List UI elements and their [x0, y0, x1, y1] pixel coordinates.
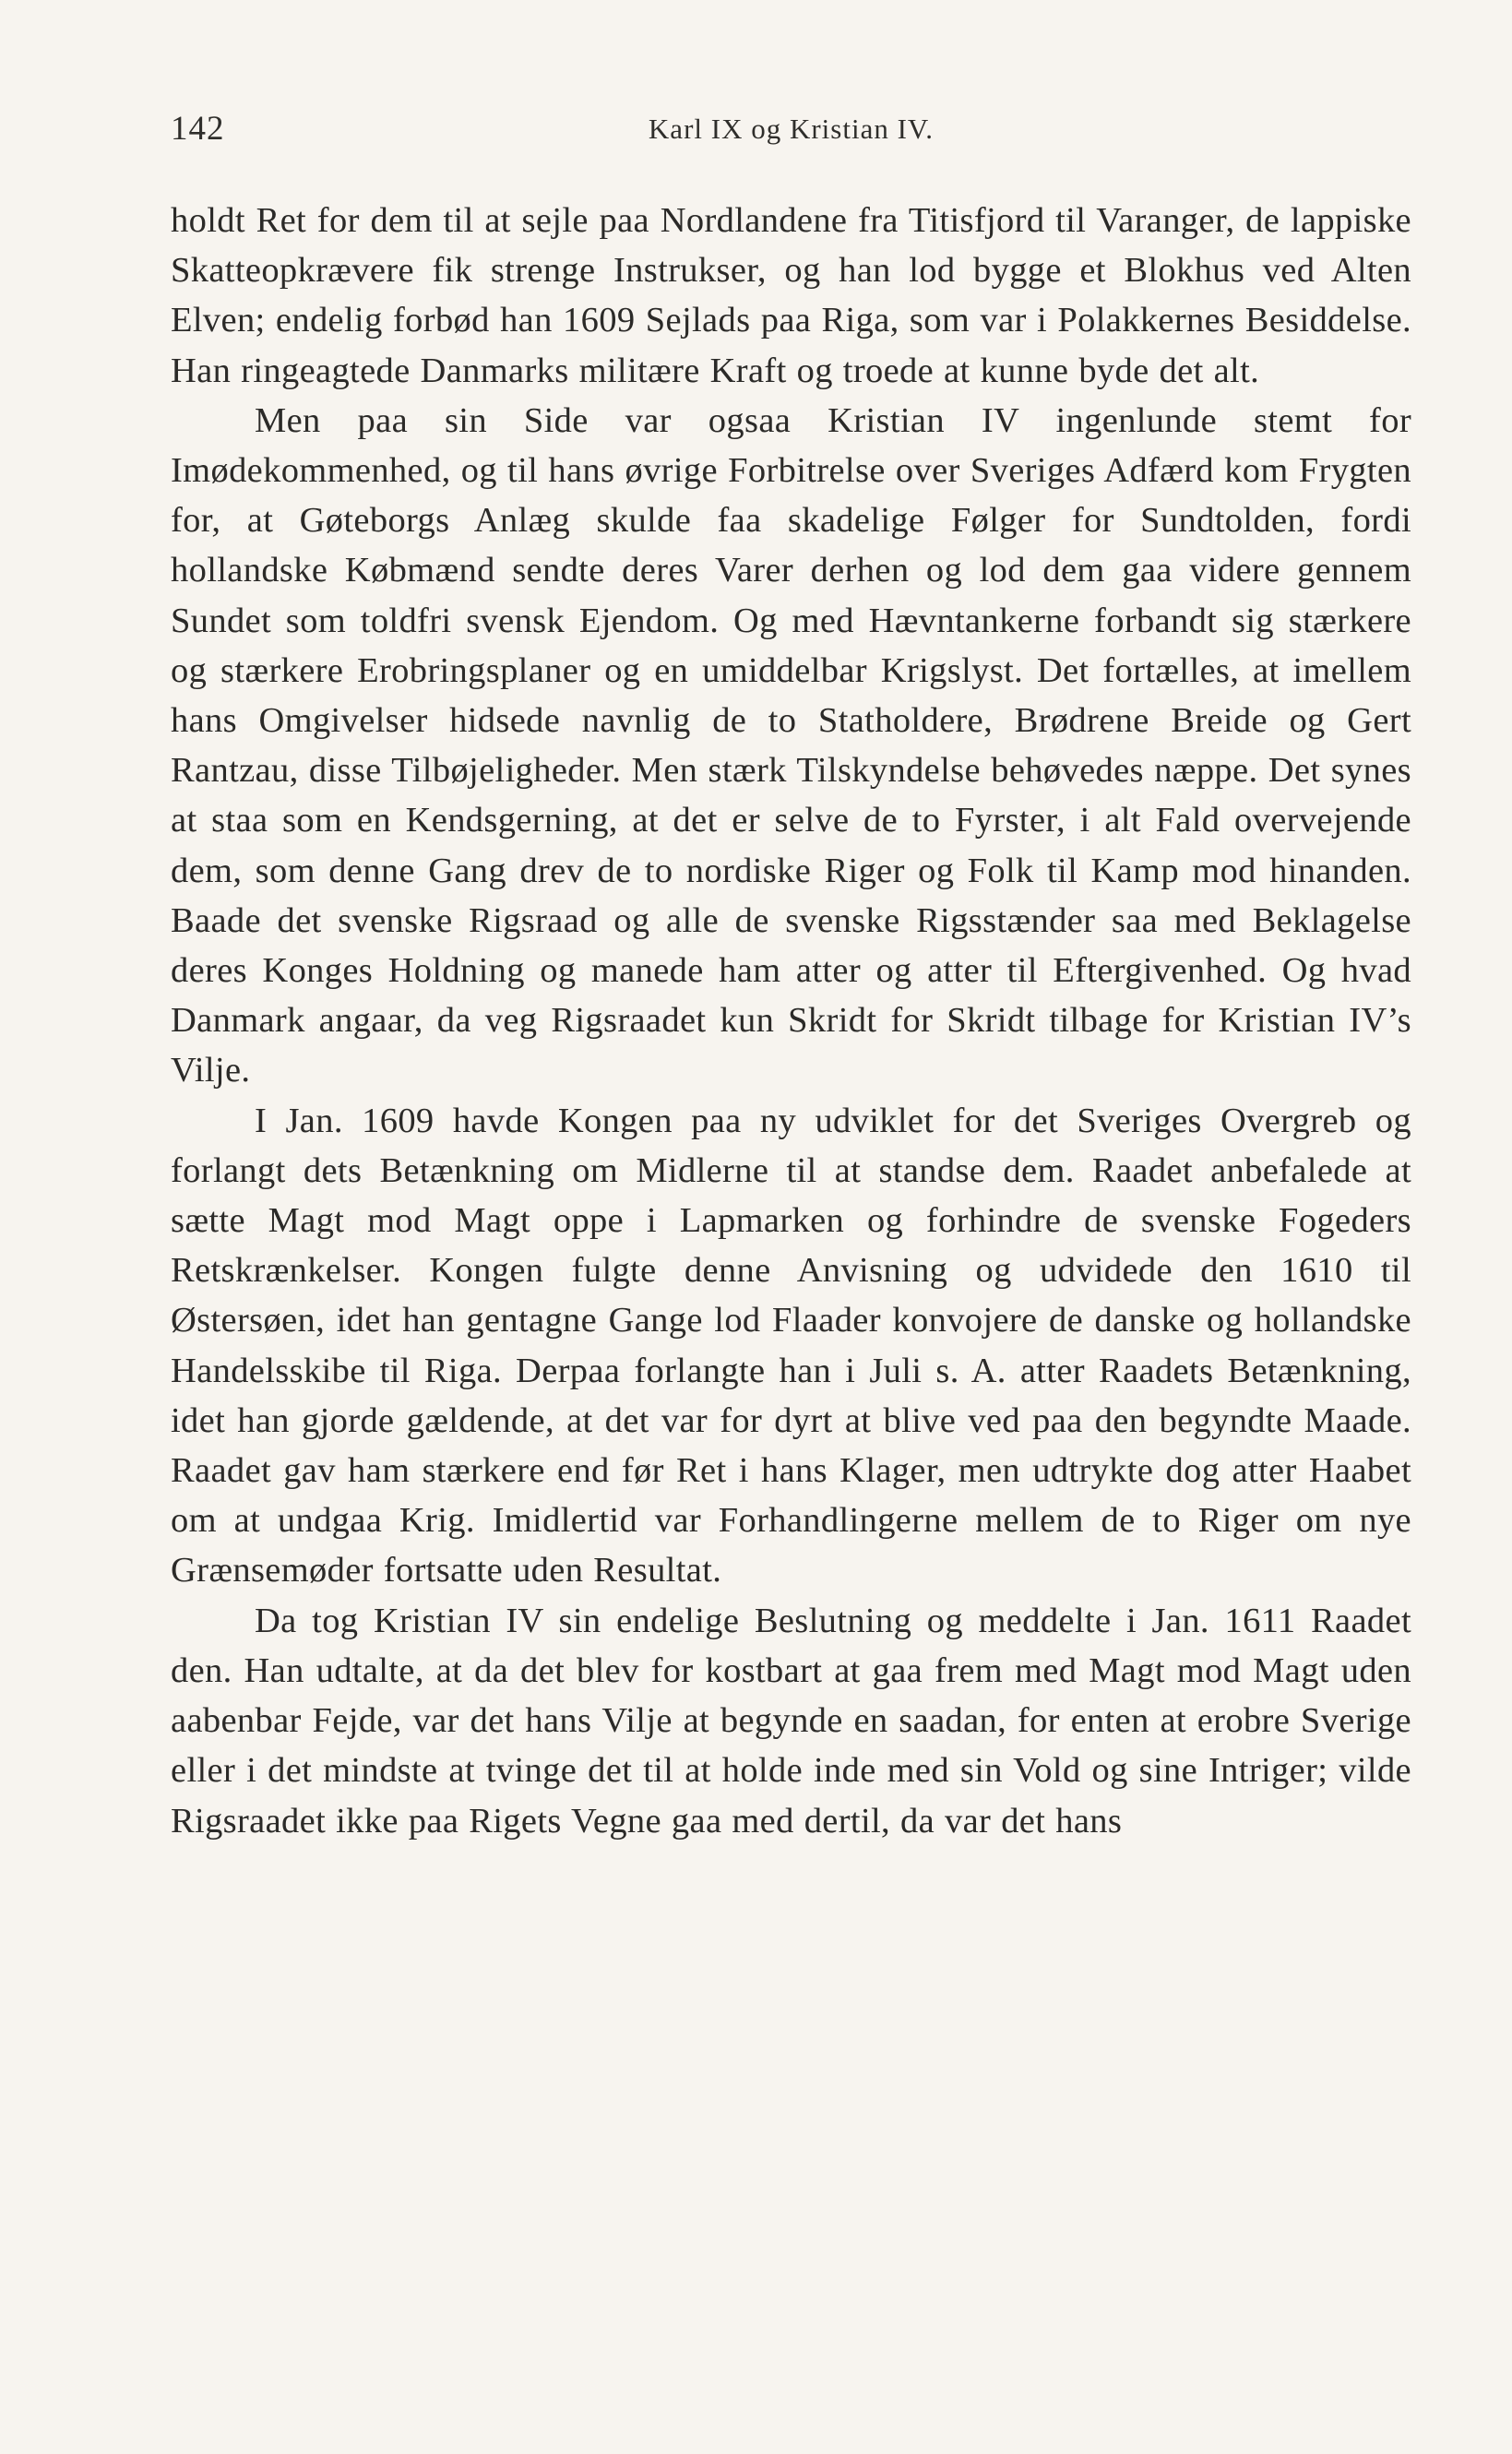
page-number: 142 [171, 110, 225, 148]
paragraph-3: I Jan. 1609 havde Kongen paa ny udviklet for det Sveriges Overgreb og forlangt dets Betænkning om Midlerne til at standse dem. Raadet anbefalede at sætte Magt mod Magt oppe i Lapmarken og forhindre de svenske Fogeders Retskrænkelser. Kongen fulgte denne Anvisning og udvidede den 1610 til Østersøen, idet han gentagne Gange lod Flaader konvojere de danske og hollandske Handelsskibe til Riga. Derpaa forlangte han i Juli s. A. atter Raadets Betænkning, idet han gjorde gældende, at det var for dyrt at blive ved paa den begyndte Maade. Raadet gav ham stærkere end før Ret i hans Klager, men udtrykte dog atter Haabet om at undgaa Krig. Imidlertid var Forhandlingerne mellem de to Riger om nye Grænsemøder fortsatte uden Resultat. [171, 1101, 1411, 1590]
running-head: Karl IX og Kristian IV. [648, 113, 935, 145]
page-header [171, 109, 1411, 155]
paragraph-4: Da tog Kristian IV sin endelige Beslutning og meddelte i Jan. 1611 Raadet den. Han udtalte, at da det blev for kostbart at gaa frem med Magt mod Magt uden aabenbar Fejde, var det hans Vilje at begynde en saadan, for enten at erobre Sverige eller i det mindste at tvinge det til at holde inde med sin Vold og sine Intriger; vilde Rigsraadet ikke paa Rigets Vegne gaa med dertil, da var det hans [171, 1601, 1411, 1840]
paragraph-2: Men paa sin Side var ogsaa Kristian IV ingenlunde stemt for Imødekommenhed, og til hans øvrige Forbitrelse over Sveriges Adfærd kom Frygten for, at Gøteborgs Anlæg skulde faa skadelige Følger for Sundtolden, fordi hollandske Købmænd sendte deres Varer derhen og lod dem gaa videre gennem Sundet som toldfri svensk Ejendom. Og med Hævntankerne forbandt sig stærkere og stærkere Erobringsplaner og en umiddelbar Krigslyst. Det fortælles, at imellem hans Omgivelser hidsede navnlig de to Statholdere, Brødrene Breide og Gert Rantzau, disse Tilbøjeligheder. Men stærk Tilskyndelse behøvedes næppe. Det synes at staa som en Kendsgerning, at det er selve de to Fyrster, i alt Fald overvejende dem, som denne Gang drev de to nordiske Riger og Folk til Kamp mod hinanden. Baade det svenske Rigsraad og alle de svenske Rigsstænder saa med Beklagelse deres Konges Holdning og manede ham atter og atter til Eftergivenhed. Og hvad Danmark angaar, da veg Rigsraadet kun Skridt for Skridt tilbage for Kristian IV’s Vilje. [171, 400, 1411, 1090]
body-text [171, 196, 1411, 1846]
paragraph-1: holdt Ret for dem til at sejle paa Nordlandene fra Titisfjord til Varanger, de lappiske Skatteopkrævere fik strenge Instrukser, og han lod bygge et Blokhus ved Alten Elven; endelig forbød han 1609 Sejlads paa Riga, som var i Polakkernes Besiddelse. Han ringeagtede Danmarks militære Kraft og troede at kunne byde det alt. [171, 201, 1411, 390]
